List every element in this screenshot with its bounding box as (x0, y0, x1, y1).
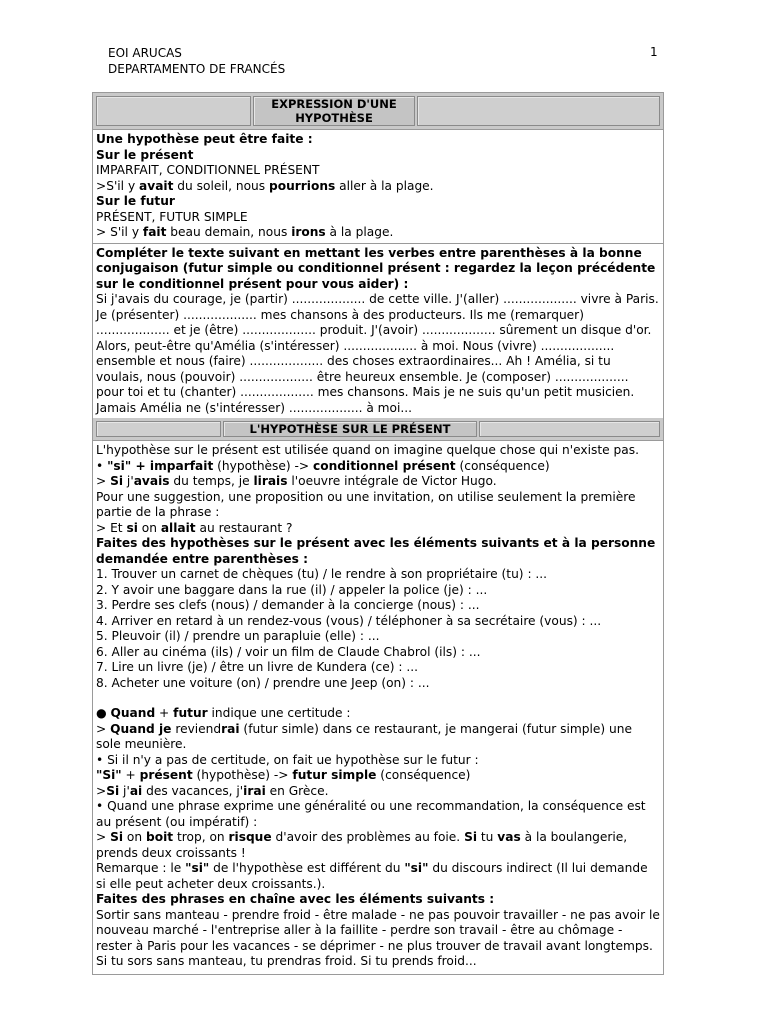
generality-note: • Quand une phrase exprime une généralité ou une recommandation, la conséquence est au présent (ou impératif) : (96, 799, 646, 829)
hypotheses-instructions: Faites des hypothèses sur le présent avec les éléments suivants et à la personne demandée entre parenthèses : (96, 536, 656, 566)
definition-title: Une hypothèse peut être faite : (96, 132, 313, 146)
exercise-title: Compléter le texte suivant en mettant les verbes entre parenthèses à la bonne conjugaison (futur simple ou conditionnel présent : regardez la leçon précédente sur le conditionnel présent pour vous aider) : (96, 245, 656, 291)
banner2-right-cell (479, 421, 660, 437)
chain-elements: Sortir sans manteau - prendre froid - être malade - ne pas pouvoir travailler - ne pas avoir le nouveau marché - l'entreprise aller à la faillite - perdre son travail - être au chômage - rester à Paris pour les vacances - se déprimer - ne plus trouver de travail avant longtemps. (96, 907, 660, 953)
list-item: 6. Aller au cinéma (ils) / voir un film de Claude Chabrol (ils) : ... (96, 644, 481, 659)
banner2-left-cell (96, 421, 221, 437)
rule-quand-futur: ● Quand + futur indique une certitude : (96, 706, 351, 720)
future-tenses: PRÉSENT, FUTUR SIMPLE (96, 209, 248, 224)
suggestion-note: Pour une suggestion, une proposition ou une invitation, on utilise seulement la première partie de la phrase : (96, 489, 636, 519)
future-example: > S'il y fait beau demain, nous irons à la plage. (96, 225, 394, 239)
banner-present (93, 418, 663, 440)
banner-left-cell (96, 96, 251, 126)
department-name: DEPARTAMENTO DE FRANCÉS (108, 62, 286, 76)
example-foie: > Si on boit trop, on risque d'avoir des problèmes au foie. Si tu vas à la boulangerie, prends deux croissants ! (96, 830, 628, 860)
future-heading: Sur le futur (96, 194, 175, 208)
exercise-text: Si j'avais du courage, je (partir) ................... de cette ville. J'(aller) ................... vivre à Paris. Je (présenter) ................... mes chansons à des producteurs. Ils me (remarquer) ................... et je (être) ................... produit. J'(avoir) ................... sûrement un disque d'or. Alors, peut-être qu'Amélia (s'intéresser) ................... à moi. Nous (vivre) ................... ensemble et nous (faire) ................... des choses extraordinaires... Ah ! Amélia, si tu voulais, nous (pouvoir) ................... être heureux ensemble. Je (composer) ................... pour toi et tu (chanter) ................... mes chansons. Mais je ne suis qu'un petit musicien. Jamais Amélia ne (s'intéresser) ................... à moi... (96, 292, 659, 415)
banner-expression (93, 93, 663, 129)
rule-imparfait: • "si" + imparfait (hypothèse) -> conditionnel présent (conséquence) (96, 458, 550, 473)
chain-example: Si tu sors sans manteau, tu prendras froid. Si tu prends froid... (96, 954, 477, 968)
present-intro: L'hypothèse sur le présent est utilisée quand on imagine quelque chose qui n'existe pas. (96, 443, 639, 457)
example-grece: >Si j'ai des vacances, j'irai en Grèce. (96, 783, 329, 798)
list-item: 3. Perdre ses clefs (nous) / demander à la concierge (nous) : ... (96, 598, 480, 612)
list-item: 1. Trouver un carnet de chèques (tu) / le rendre à son propriétaire (tu) : ... (96, 567, 548, 581)
lesson-table (92, 92, 664, 975)
page-number: 1 (650, 45, 658, 59)
section-exercise (93, 243, 663, 419)
school-name: EOI ARUCAS (108, 46, 182, 60)
section-present (93, 440, 663, 974)
section-definition (93, 129, 663, 243)
example-restaurant: > Et si on allait au restaurant ? (96, 520, 293, 535)
rule-si-present: "Si" + présent (hypothèse) -> futur simple (conséquence) (96, 768, 471, 782)
banner-right-cell (417, 96, 660, 126)
remark: Remarque : le "si" de l'hypothèse est différent du "si" du discours indirect (Il lui demande si elle peut acheter deux croissants.). (96, 861, 648, 891)
example-hugo: > Si j'avais du temps, je lirais l'oeuvre intégrale de Victor Hugo. (96, 474, 497, 488)
document-header (108, 45, 285, 77)
list-item: 5. Pleuvoir (il) / prendre un parapluie (elle) : ... (96, 629, 380, 643)
present-heading: Sur le présent (96, 147, 194, 162)
banner-title: EXPRESSION D'UNE HYPOTHÈSE (253, 96, 415, 126)
chain-instructions: Faites des phrases en chaîne avec les éléments suivants : (96, 892, 495, 906)
example-sole: > Quand je reviendrai (futur simle) dans ce restaurant, je mangerai (futur simple) une sole meunière. (96, 721, 632, 751)
present-tenses: IMPARFAIT, CONDITIONNEL PRÉSENT (96, 163, 320, 177)
present-example: >S'il y avait du soleil, nous pourrions aller à la plage. (96, 178, 434, 193)
list-item: 8. Acheter une voiture (on) / prendre une Jeep (on) : ... (96, 675, 430, 690)
list-item: 4. Arriver en retard à un rendez-vous (vous) / téléphoner à sa secrétaire (vous) : ... (96, 613, 602, 628)
uncertainty-note: • Si il n'y a pas de certitude, on fait ue hypothèse sur le futur : (96, 752, 479, 767)
list-item: 7. Lire un livre (je) / être un livre de Kundera (ce) : ... (96, 660, 418, 674)
list-item: 2. Y avoir une baggare dans la rue (il) / appeler la police (je) : ... (96, 582, 488, 597)
banner2-title: L'HYPOTHÈSE SUR LE PRÉSENT (223, 421, 477, 437)
spacer (96, 691, 660, 706)
